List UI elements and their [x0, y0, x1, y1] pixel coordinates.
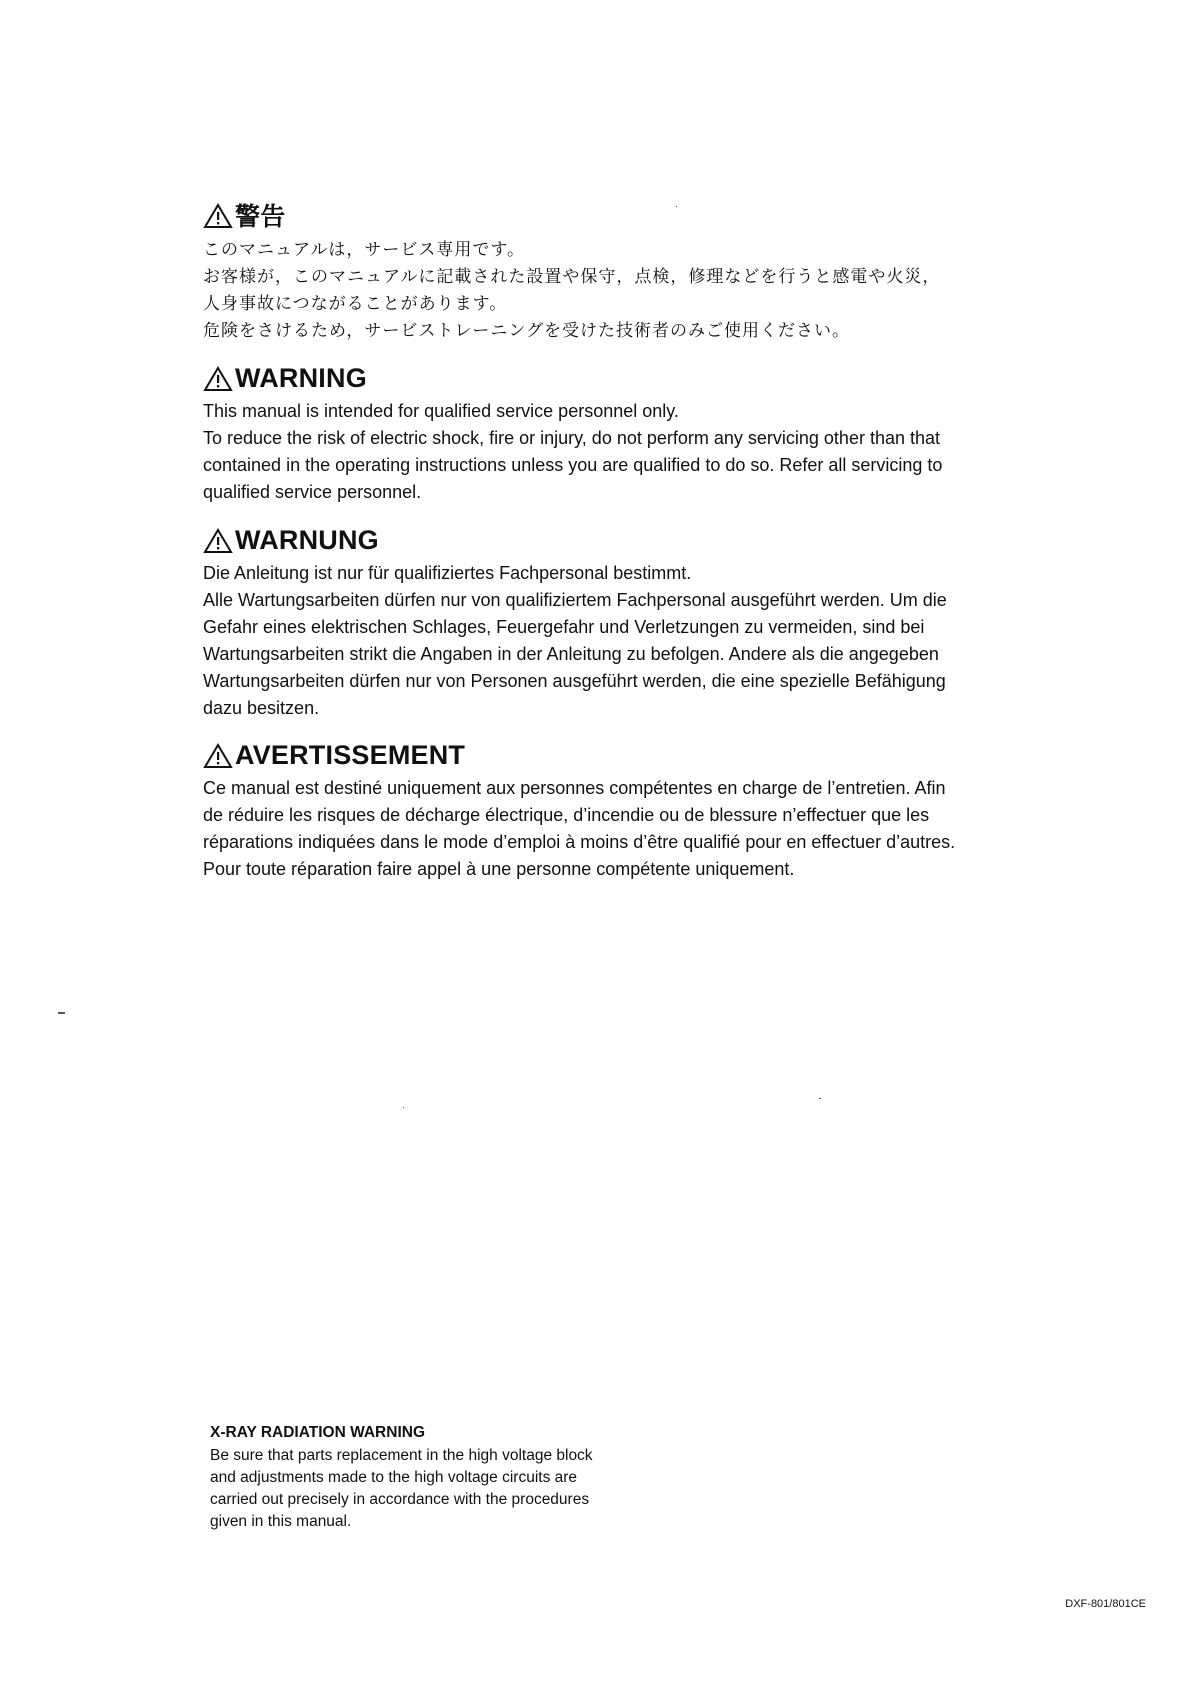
warning-triangle-icon — [203, 202, 233, 229]
xray-warning-block — [210, 1424, 680, 1533]
warning-triangle-icon — [203, 365, 233, 392]
body-line: 危険をさけるため，サービストレーニングを受けた技術者のみご使用ください。 — [203, 321, 850, 341]
body-line: To reduce the risk of electric shock, fire or injury, do not perform any servicing other than that — [203, 428, 941, 448]
body-line: This manual is intended for qualified service personnel only. — [203, 401, 679, 421]
warning-triangle-icon — [203, 527, 233, 554]
warning-section-en — [203, 363, 1053, 506]
body-line: このマニュアルは，サービス専用です。 — [203, 240, 525, 260]
body-line: Alle Wartungsarbeiten dürfen nur von qualifiziertem Fachpersonal ausgeführt werden. Um die — [203, 590, 947, 610]
section-heading — [203, 525, 1053, 556]
body-line: Gefahr eines elektrischen Schlages, Feuergefahr und Verletzungen zu vermeiden, sind bei — [203, 617, 925, 637]
body-line: 人身事故につながることがあります。 — [203, 294, 508, 314]
warning-section-jp — [203, 197, 1053, 345]
xray-line: carried out precisely in accordance with the procedures — [210, 1491, 590, 1508]
body-line: réparations indiquées dans le mode d’emploi à moins d’être qualifié pour en effectuer d’autres. — [203, 832, 956, 852]
section-heading — [203, 363, 1053, 394]
body-line: Ce manual est destiné uniquement aux personnes compétentes en charge de l’entretien. Afin — [203, 778, 946, 798]
body-line: dazu besitzen. — [203, 698, 320, 718]
body-line: contained in the operating instructions unless you are qualified to do so. Refer all servicing to — [203, 455, 943, 475]
heading-text: WARNUNG — [235, 525, 379, 555]
xray-line: given in this manual. — [210, 1513, 352, 1530]
model-number: DXF-801/801CE — [1065, 1598, 1146, 1610]
warning-triangle-icon — [203, 742, 233, 769]
xray-line: Be sure that parts replacement in the high voltage block — [210, 1447, 593, 1464]
heading-text: AVERTISSEMENT — [235, 740, 466, 770]
heading-text: 警告 — [235, 202, 286, 231]
scan-speck — [403, 1107, 404, 1108]
body-line: お客様が，このマニュアルに記載された設置や保守，点検，修理などを行うと感電や火災， — [203, 267, 941, 287]
heading-text: WARNING — [235, 363, 367, 393]
scan-speck — [58, 1012, 65, 1014]
scan-speck — [676, 206, 677, 207]
scan-speck — [819, 1098, 821, 1099]
body-line: de réduire les risques de décharge électrique, d’incendie ou de blessure n’effectuer que les — [203, 805, 930, 825]
section-heading — [203, 740, 1053, 771]
xray-line: and adjustments made to the high voltage circuits are — [210, 1469, 578, 1486]
body-line: Pour toute réparation faire appel à une personne compétente uniquement. — [203, 859, 795, 879]
body-line: qualified service personnel. — [203, 482, 422, 502]
section-heading — [203, 197, 1053, 233]
warning-section-de — [203, 525, 1053, 722]
xray-warning-title: X-RAY RADIATION WARNING — [210, 1424, 426, 1441]
body-line: Wartungsarbeiten dürfen nur von Personen ausgeführt werden, die eine spezielle Befähigung — [203, 671, 946, 691]
warning-section-fr — [203, 740, 1053, 883]
body-line: Wartungsarbeiten strikt die Angaben in der Anleitung zu befolgen. Andere als die angegeben — [203, 644, 939, 664]
body-line: Die Anleitung ist nur für qualifiziertes Fachpersonal bestimmt. — [203, 563, 692, 583]
